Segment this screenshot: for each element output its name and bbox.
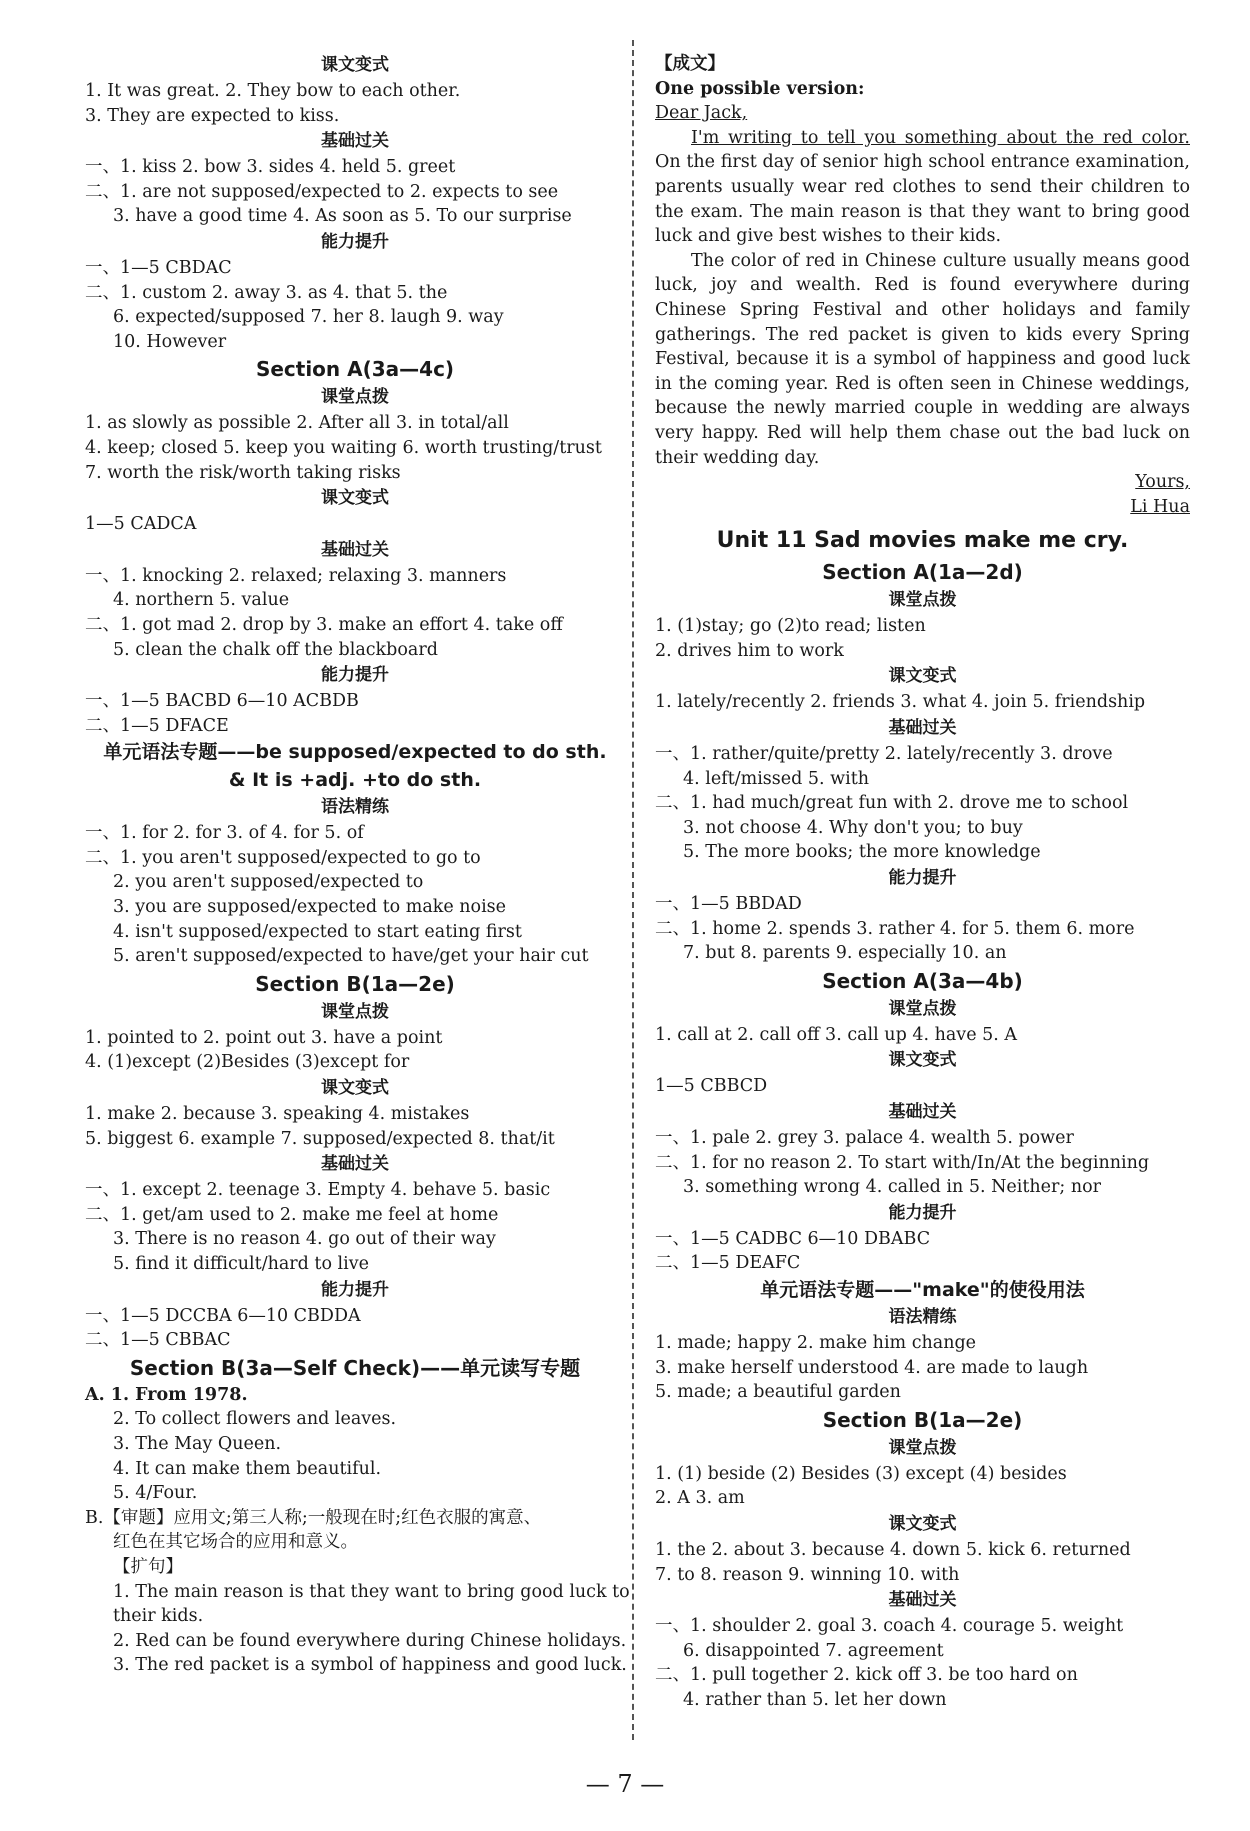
answer-line: 二、1. pull together 2. kick off 3. be too hard on [655, 1665, 1078, 1686]
essay-paragraph-1: I'm writing to tell you something about the red color. On the first day of senior high school entrance examination, parents usually wear red clothes to send their children to the exam. The main reason is that they want to bring good luck and give best wishes to their kids. [655, 127, 1190, 247]
answer-list [655, 525, 1190, 1712]
answer-line: 1. made; happy 2. make him change [655, 1332, 977, 1353]
answer-line: 一、1—5 DCCBA 6—10 CBDDA [85, 1305, 361, 1326]
column-divider [632, 40, 634, 1740]
answer-line: 2. you aren't supposed/expected to [113, 872, 424, 893]
section-heading: 基础过关 [321, 539, 389, 560]
answer-line: 二、1. you aren't supposed/expected to go to [85, 847, 481, 868]
answer-line: 3. There is no reason 4. go out of their way [113, 1229, 496, 1250]
answer-line: 4. keep; closed 5. keep you waiting 6. worth trusting/trust [85, 437, 602, 458]
answer-line: 1. make 2. because 3. speaking 4. mistakes [85, 1104, 470, 1125]
answer-line: 6. expected/supposed 7. her 8. laugh 9. way [113, 307, 504, 328]
answer-line: 一、1. for 2. for 3. of 4. for 5. of [85, 823, 364, 844]
answer-line: their kids. [113, 1606, 204, 1627]
section-heading: Section A(3a—4b) [822, 968, 1023, 993]
section-heading: 基础过关 [888, 1590, 957, 1611]
right-column [655, 52, 1190, 1713]
answer-line: 二、1. had much/great fun with 2. drove me to school [655, 793, 1129, 814]
answer-line: 二、1. get/am used to 2. make me feel at home [85, 1204, 499, 1225]
answer-line: 二、1. custom 2. away 3. as 4. that 5. the [85, 282, 448, 303]
answer-line: 二、1—5 DFACE [85, 715, 229, 736]
answer-line: 10. However [113, 331, 227, 352]
answer-line: 一、1. pale 2. grey 3. palace 4. wealth 5. power [655, 1128, 1074, 1148]
answer-line: 5. 4/Four. [113, 1483, 198, 1504]
answer-line: 4. (1)except (2)Besides (3)except for [85, 1052, 410, 1073]
answer-line: 1. (1)stay; go (2)to read; listen [655, 616, 926, 637]
section-heading: 课文变式 [888, 1050, 957, 1071]
answer-line: 一、1. rather/quite/pretty 2. lately/recently 3. drove [655, 744, 1113, 765]
answer-line: 2. To collect flowers and leaves. [113, 1409, 397, 1430]
essay-signature: Li Hua [1130, 496, 1190, 517]
section-heading: 能力提升 [321, 665, 389, 686]
answer-line: 1. The main reason is that they want to bring good luck to [113, 1581, 630, 1602]
essay-tag: 【成文】 [655, 54, 725, 74]
answer-line: 1. lately/recently 2. friends 3. what 4. join 5. friendship [655, 692, 1146, 713]
essay-closing: Yours, [1135, 472, 1190, 493]
section-heading: 课文变式 [888, 1513, 957, 1534]
answer-line: 3. The May Queen. [113, 1433, 282, 1454]
answer-line: 1. (1) beside (2) Besides (3) except (4) besides [655, 1463, 1067, 1484]
answer-line: 5. aren't supposed/expected to have/get your hair cut [113, 946, 589, 967]
answer-line: 二、1. are not supposed/expected to 2. expects to see [85, 181, 559, 202]
section-heading: 能力提升 [888, 1202, 957, 1223]
answer-line: 一、1. except 2. teenage 3. Empty 4. behave 5. basic [85, 1180, 551, 1201]
section-heading: 基础过关 [888, 1102, 957, 1122]
section-heading: Section B(1a—2e) [822, 1407, 1023, 1432]
answer-line: 3. The red packet is a symbol of happiness and good luck. [113, 1655, 627, 1676]
answer-line: 红色在其它场合的应用和意义。 [113, 1532, 358, 1553]
section-heading: 课堂点拨 [321, 1001, 389, 1022]
answer-line: 一、1—5 BBDAD [655, 894, 802, 915]
section-heading: 基础过关 [888, 718, 957, 739]
answer-line: 一、1. kiss 2. bow 3. sides 4. held 5. greet [85, 157, 456, 178]
section-heading: 基础过关 [321, 1154, 389, 1175]
answer-line: 一、1. shoulder 2. goal 3. coach 4. courage 5. weight [655, 1616, 1124, 1637]
answer-line: 4. rather than 5. let her down [683, 1689, 947, 1710]
section-heading: 单元语法专题——"make"的使役用法 [760, 1278, 1085, 1301]
section-heading: 课文变式 [321, 1078, 389, 1099]
answer-line: 【扩句】 [113, 1556, 183, 1577]
section-heading: 课堂点拨 [888, 998, 957, 1019]
section-heading: 课文变式 [888, 666, 957, 687]
page-number: — 7 — [585, 1770, 665, 1798]
answer-line: 3. They are expected to kiss. [85, 105, 340, 126]
answer-line: A. 1. From 1978. [85, 1384, 248, 1405]
answer-line: 1. the 2. about 3. because 4. down 5. kick 6. returned [655, 1539, 1131, 1560]
answer-line: 6. disappointed 7. agreement [683, 1640, 944, 1661]
left-column [85, 52, 630, 1678]
section-heading: & It is +adj. +to do sth. [228, 769, 482, 792]
answer-line: 1. pointed to 2. point out 3. have a point [85, 1027, 443, 1048]
essay-paragraph-2: The color of red in Chinese culture usually means good luck, joy and wealth. Red is found everywhere during Chinese Spring Festival and other holidays and family gatherings. The red packet is given to kids every Spring Festival, because it is a symbol of happiness and good luck in the coming year. Red is often seen in Chinese weddings, because the newly married couple in wedding are always very happy. Red will help them chase out the bad luck on their wedding day. [655, 250, 1190, 468]
answer-line: 7. worth the risk/worth taking risks [85, 462, 401, 483]
section-heading: 课文变式 [321, 488, 389, 509]
answer-line: 二、1. for no reason 2. To start with/In/At the beginning [655, 1152, 1150, 1173]
answer-line: 4. northern 5. value [113, 590, 290, 611]
section-heading: 基础过关 [321, 131, 389, 152]
answer-line: 1—5 CBBCD [655, 1076, 768, 1097]
section-heading: 能力提升 [321, 1279, 389, 1300]
answer-line: 2. Red can be found everywhere during Chinese holidays. [113, 1630, 627, 1651]
answer-line: 二、1. home 2. spends 3. rather 4. for 5. them 6. more [655, 918, 1135, 939]
answer-line: 2. A 3. am [655, 1488, 745, 1509]
section-heading: 课堂点拨 [888, 590, 957, 611]
section-heading: 能力提升 [888, 868, 957, 889]
answer-line: 二、1—5 DEAFC [655, 1253, 801, 1274]
section-heading: 单元语法专题——be supposed/expected to do sth. [103, 741, 607, 764]
answer-line: 5. The more books; the more knowledge [683, 842, 1041, 863]
answer-line: 一、1. knocking 2. relaxed; relaxing 3. manners [85, 565, 507, 586]
answer-line: 5. find it difficult/hard to live [113, 1254, 369, 1274]
section-heading: 课堂点拨 [888, 1437, 957, 1458]
answer-line: 3. something wrong 4. called in 5. Neither; nor [683, 1177, 1102, 1198]
essay-topic-sentence: I'm writing to tell you something about the red color. [691, 127, 1190, 148]
answer-line: B.【审题】应用文;第三人称;一般现在时;红色衣服的寓意、 [85, 1507, 542, 1528]
answer-line: 5. clean the chalk off the blackboard [113, 639, 438, 660]
section-heading: Section A(3a—4c) [255, 357, 455, 382]
answer-line: 4. It can make them beautiful. [113, 1458, 382, 1479]
answer-line: 二、1—5 CBBAC [85, 1330, 231, 1351]
section-heading: Unit 11 Sad movies make me cry. [716, 528, 1129, 554]
section-heading: Section B(3a—Self Check)——单元读写专题 [129, 1355, 581, 1380]
section-heading: 语法精练 [321, 797, 389, 818]
section-heading: 课文变式 [321, 55, 389, 75]
section-heading: 能力提升 [321, 231, 389, 252]
essay-greeting: Dear Jack, [655, 103, 748, 124]
answer-line: 3. not choose 4. Why don't you; to buy [683, 817, 1023, 838]
answer-line: 3. have a good time 4. As soon as 5. To our surprise [113, 206, 572, 227]
section-heading: Section B(1a—2e) [255, 971, 455, 996]
answer-line: 4. left/missed 5. with [683, 768, 870, 789]
section-heading: 课堂点拨 [321, 387, 389, 408]
answer-line: 1—5 CADCA [85, 514, 197, 535]
answer-line: 7. to 8. reason 9. winning 10. with [655, 1564, 960, 1585]
answer-line: 1. call at 2. call off 3. call up 4. have 5. A [655, 1024, 1018, 1045]
answer-line: 5. made; a beautiful garden [655, 1382, 901, 1403]
answer-line: 一、1—5 BACBD 6—10 ACBDB [85, 691, 359, 712]
answer-line: 4. isn't supposed/expected to start eating first [113, 921, 522, 942]
answer-line: 1. as slowly as possible 2. After all 3. in total/all [85, 413, 509, 434]
answer-line: 一、1—5 CADBC 6—10 DBABC [655, 1228, 931, 1249]
answer-line: 3. make herself understood 4. are made to laugh [655, 1357, 1089, 1378]
answer-line: 二、1. got mad 2. drop by 3. make an effort 4. take off [85, 614, 563, 635]
essay-version: One possible version: [655, 78, 865, 99]
answer-line: 2. drives him to work [655, 640, 844, 661]
answer-line: 5. biggest 6. example 7. supposed/expected 8. that/it [85, 1128, 555, 1149]
section-heading: 语法精练 [888, 1306, 957, 1327]
answer-line: 一、1—5 CBDAC [85, 257, 232, 278]
answer-line: 1. It was great. 2. They bow to each other. [85, 81, 461, 101]
answer-line: 3. you are supposed/expected to make noise [113, 897, 507, 918]
section-heading: Section A(1a—2d) [822, 560, 1023, 585]
answer-line: 7. but 8. parents 9. especially 10. an [683, 943, 1007, 964]
